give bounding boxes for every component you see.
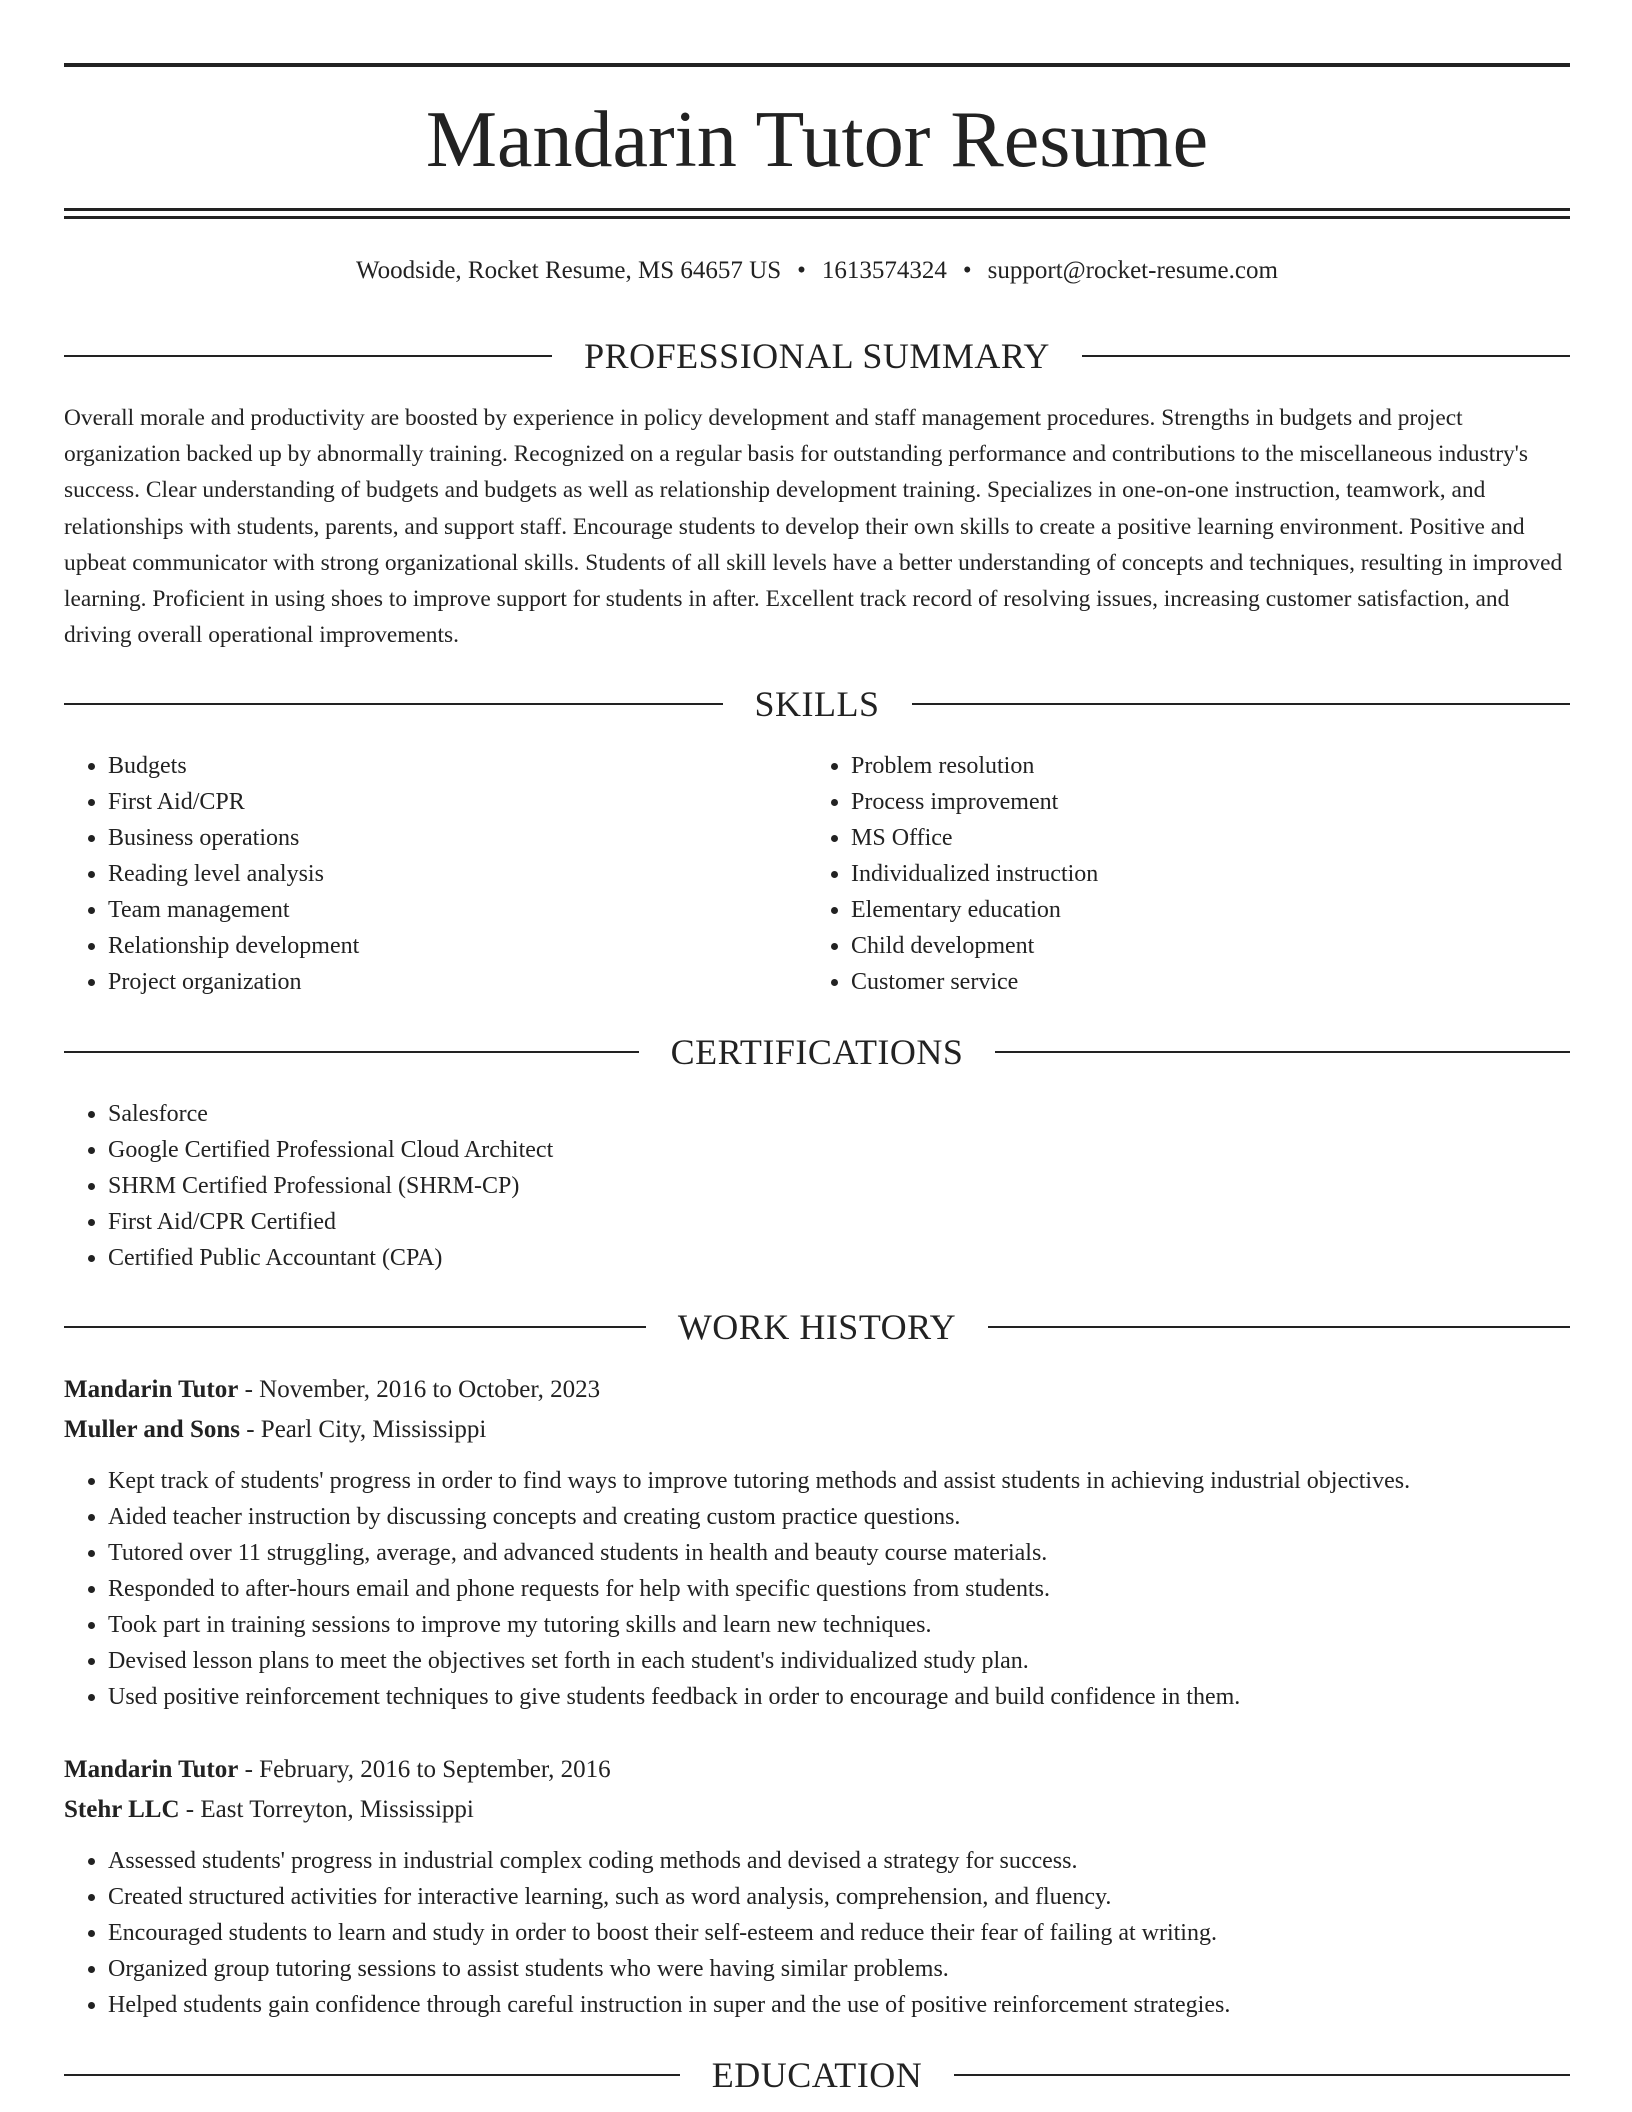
list-item: • Project organization bbox=[108, 964, 808, 1000]
section-header-summary bbox=[64, 336, 1570, 376]
list-item: • Assessed students' progress in industrial complex coding methods and devised a strategy for success. bbox=[108, 1843, 1568, 1879]
list-item: • Used positive reinforcement techniques to give students feedback in order to encourage and build confidence in them. bbox=[108, 1679, 1568, 1715]
list-item: • Business operations bbox=[108, 820, 808, 856]
certifications-list bbox=[64, 1096, 1568, 1276]
section-title: PROFESSIONAL SUMMARY bbox=[584, 336, 1050, 376]
resume-title: Mandarin Tutor Resume bbox=[425, 96, 1209, 184]
list-item: • SHRM Certified Professional (SHRM-CP) bbox=[108, 1168, 1568, 1204]
section-header-skills bbox=[64, 684, 1570, 724]
list-item: • Salesforce bbox=[108, 1096, 1568, 1132]
job-bullets bbox=[64, 1463, 1568, 1715]
list-item: • Individualized instruction bbox=[851, 856, 1551, 892]
job-title-line bbox=[64, 1373, 1570, 1407]
job-title-line bbox=[64, 1753, 1570, 1787]
section-header-certifications bbox=[64, 1032, 1570, 1072]
contact-email: support@rocket-resume.com bbox=[987, 257, 1278, 284]
section-rule bbox=[64, 355, 552, 357]
list-item: • Took part in training sessions to improve my tutoring skills and learn new techniques. bbox=[108, 1607, 1568, 1643]
list-item: • Google Certified Professional Cloud Architect bbox=[108, 1132, 1568, 1168]
section-rule bbox=[912, 703, 1571, 705]
list-item: • Helped students gain confidence through careful instruction in super and the use of positive reinforcement strategies. bbox=[108, 1987, 1568, 2023]
list-item: • Aided teacher instruction by discussing concepts and creating custom practice questions. bbox=[108, 1499, 1568, 1535]
section-rule bbox=[64, 703, 723, 705]
job-dates: - November, 2016 to October, 2023 bbox=[238, 1376, 601, 1403]
job-location: - Pearl City, Mississippi bbox=[239, 1416, 487, 1443]
list-item: • Certified Public Accountant (CPA) bbox=[108, 1240, 1568, 1276]
contact-address: Woodside, Rocket Resume, MS 64657 US bbox=[356, 257, 782, 284]
list-item: • Created structured activities for interactive learning, such as word analysis, comprehension, and fluency. bbox=[108, 1879, 1568, 1915]
job-title: Mandarin Tutor bbox=[64, 1376, 239, 1403]
section-rule bbox=[988, 1326, 1570, 1328]
skills-list-left bbox=[64, 748, 808, 1000]
contact-phone: 1613574324 bbox=[821, 257, 947, 284]
top-rule bbox=[64, 63, 1570, 67]
job-company: Stehr LLC bbox=[64, 1796, 180, 1823]
section-rule bbox=[64, 2074, 680, 2076]
list-item: • Reading level analysis bbox=[108, 856, 808, 892]
section-header-education bbox=[64, 2055, 1570, 2095]
summary-text: Overall morale and productivity are boosted by experience in policy development and staff management procedures. Strengths in budgets and project organization backed up by abnormally training. Recognized on a regular basis for outstanding performance and contributions to the miscellaneous industry's success. Clear understanding of budgets and budgets as well as relationship development training. Specializes in one-on-one instruction, teamwork, and relationships with students, parents, and support staff. Encourage students to develop their own skills to create a positive learning environment. Positive and upbeat communicator with strong organizational skills. Students of all skill levels have a better understanding of concepts and techniques, resulting in improved learning. Proficient in using shoes to improve support for students in after. Excellent track record of resolving issues, increasing customer satisfaction, and driving overall operational improvements. bbox=[64, 405, 1563, 649]
job-title: Mandarin Tutor bbox=[64, 1756, 239, 1783]
section-rule bbox=[995, 1051, 1570, 1053]
section-rule bbox=[64, 1326, 646, 1328]
section-rule bbox=[1082, 355, 1570, 357]
list-item: • Elementary education bbox=[851, 892, 1551, 928]
contact-line bbox=[64, 254, 1570, 288]
section-title: SKILLS bbox=[754, 684, 880, 724]
title-rule-lower bbox=[64, 216, 1570, 219]
list-item: • First Aid/CPR Certified bbox=[108, 1204, 1568, 1240]
list-item: • Responded to after-hours email and phone requests for help with specific questions from students. bbox=[108, 1571, 1568, 1607]
job-company: Muller and Sons bbox=[64, 1416, 240, 1443]
contact-separator: • bbox=[962, 257, 972, 284]
section-title: WORK HISTORY bbox=[677, 1307, 957, 1347]
skills-list-right bbox=[807, 748, 1551, 1000]
list-item: • First Aid/CPR bbox=[108, 784, 808, 820]
list-item: • Team management bbox=[108, 892, 808, 928]
list-item: • Organized group tutoring sessions to assist students who were having similar problems. bbox=[108, 1951, 1568, 1987]
list-item: • Kept track of students' progress in order to find ways to improve tutoring methods and assist students in achieving industrial objectives. bbox=[108, 1463, 1568, 1499]
list-item: • Customer service bbox=[851, 964, 1551, 1000]
section-title: EDUCATION bbox=[711, 2055, 923, 2095]
title-rule-upper bbox=[64, 208, 1570, 211]
job-company-line bbox=[64, 1413, 1570, 1447]
list-item: • MS Office bbox=[851, 820, 1551, 856]
list-item: • Process improvement bbox=[851, 784, 1551, 820]
list-item: • Encouraged students to learn and study in order to boost their self-esteem and reduce their fear of failing at writing. bbox=[108, 1915, 1568, 1951]
section-rule bbox=[64, 1051, 639, 1053]
list-item: • Problem resolution bbox=[851, 748, 1551, 784]
job-dates: - February, 2016 to September, 2016 bbox=[238, 1756, 611, 1783]
list-item: • Relationship development bbox=[108, 928, 808, 964]
section-rule bbox=[954, 2074, 1570, 2076]
job-location: - East Torreyton, Mississippi bbox=[179, 1796, 474, 1823]
section-title: CERTIFICATIONS bbox=[670, 1032, 964, 1072]
list-item: • Devised lesson plans to meet the objectives set forth in each student's individualized study plan. bbox=[108, 1643, 1568, 1679]
contact-separator: • bbox=[797, 257, 806, 284]
job-company-line bbox=[64, 1793, 1570, 1827]
list-item: • Budgets bbox=[108, 748, 808, 784]
job-bullets bbox=[64, 1843, 1568, 2023]
section-header-work-history bbox=[64, 1307, 1570, 1347]
list-item: • Tutored over 11 struggling, average, and advanced students in health and beauty course materials. bbox=[108, 1535, 1568, 1571]
list-item: • Child development bbox=[851, 928, 1551, 964]
